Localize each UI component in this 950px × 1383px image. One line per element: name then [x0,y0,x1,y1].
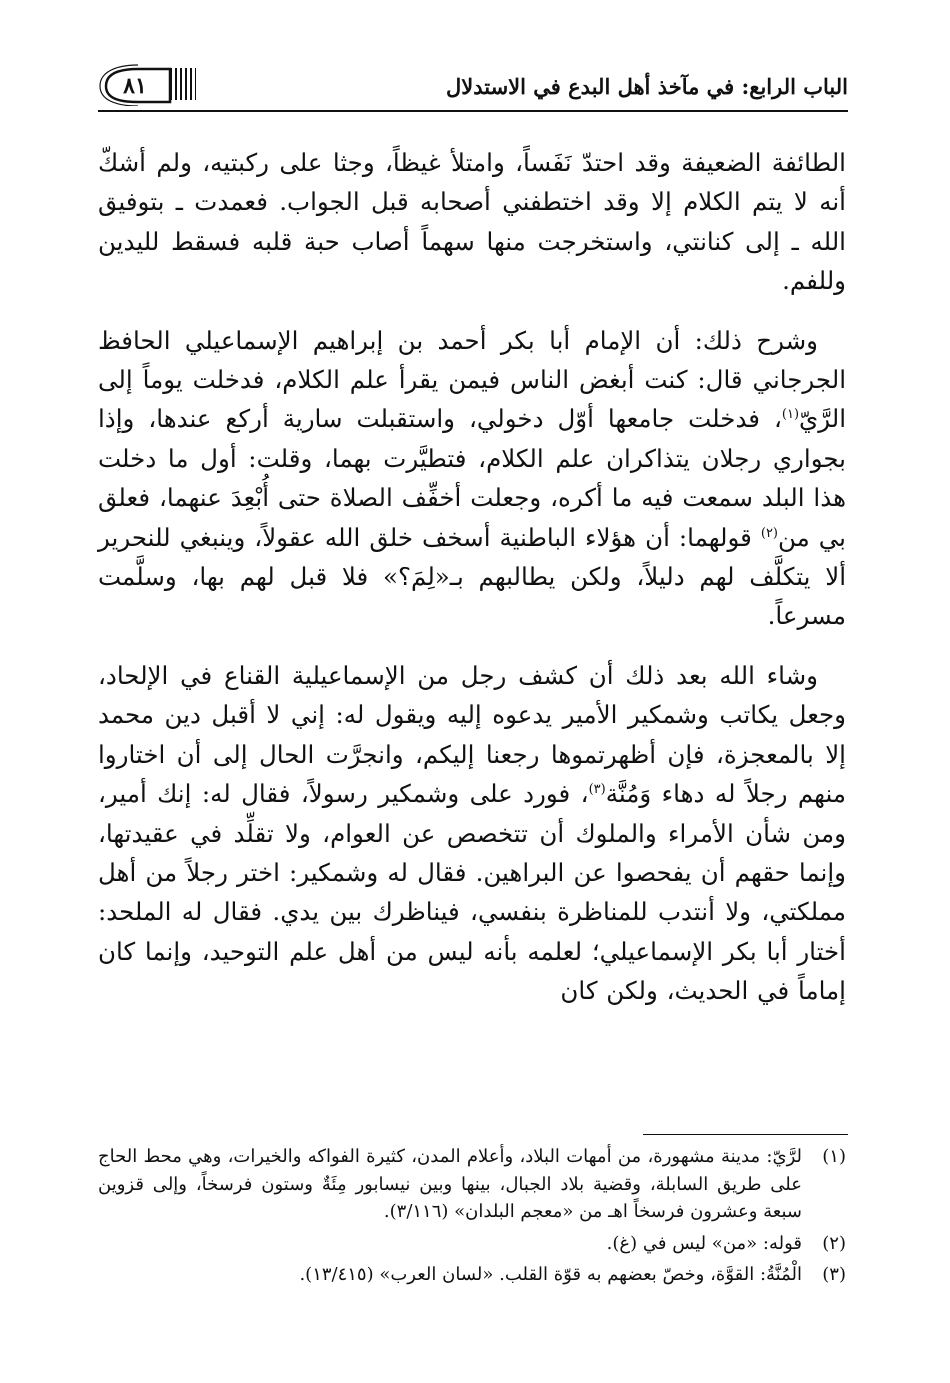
paragraph-2-part-3: قولهما: أن هؤلاء الباطنية أسخف خلق الله عقولاً، وينبغي للنحرير ألا يتكلَّف لهم دليلاً، ولكن يطالبهم بـ«لِمَ؟» فلا قبل لهم بها، وسلَّمت مسرعاً. [98,522,846,631]
footnote-text: قوله: «من» ليس في (غ). [606,1232,802,1254]
footnote-ref-3[interactable]: (٣) [588,781,606,797]
page-number: ٨١ [123,73,147,99]
footnote-1 [98,1143,846,1226]
footnote-ref-2[interactable]: (٢) [760,525,778,541]
chapter-title: الباب الرابع: في مآخذ أهل البدع في الاستدلال [445,74,848,99]
paragraph-3-part-1: وشاء الله بعد ذلك أن كشف رجل من الإسماعيلية القناع في الإلحاد، وجعل يكاتب وشمكير الأمير يدعوه إليه ويقول له: إني لا أقبل دين محمد إلا بالمعجزة، فإن أظهرتموها رجعنا إليكم، وانجرَّت الحال إلى أن اختاروا منهم رجلاً له دهاء وَمُنَّة [98,660,846,809]
footnote-text: لرَّيّ: مدينة مشهورة، من أمهات البلاد، وأعلام المدن، كثيرة الفواكه والخيرات، وهي محط الحاج على طريق السابلة، وقضية بلاد الجبال، بينها وبين نيسابور مِئَةٌ وستون فرسخاً، وإلى قزوين سبعة وعشرون فرسخاً اهـ من «معجم البلدان» (٣/١١٦). [98,1146,802,1222]
ornament-bars [170,68,196,100]
running-header [98,62,848,112]
paragraph-2-part-2: ، فدخلت جامعها أوّل دخولي، واستقبلت سارية أركع عندها، وإذا بجواري رجلان يتذاكران علم الكلام، فتطيَّرت بهما، وقلت: أول ما دخلت هذا البلد سمعت فيه ما أكره، وجعلت أخفِّف الصلاة حتى أُبْعِدَ عنهما، فعلق بي من [98,404,846,552]
footnote-separator [643,1134,848,1135]
footnotes [98,1143,846,1293]
paragraph-2-part-1: وشرح ذلك: أن الإمام أبا بكر أحمد بن إبراهيم الإسماعيلي الحافظ الجرجاني قال: كنت أبغض الناس فيمن يقرأ علم الكلام، فدخلت يوماً إلى الرَّيّ [98,325,846,434]
footnote-text: الْمُنَّةُ: القوَّة، وخصّ بعضهم به قوّة القلب. «لسان العرب» (١٣/٤١٥). [299,1264,802,1285]
paragraph-3-part-2: ، فورد على وشمكير رسولاً، فقال له: إنك أمير، ومن شأن الأمراء والملوك أن تتخصص عن العوام، ولا تقلِّد في عقيدتها، وإنما حقهم أن يفحصوا عن البراهين. فقال له وشمكير: اختر رجلاً من أهل مملكتي، ولا أنتدب للمناظرة بنفسي، فيناظرك بين يدي. فقال له الملحد: أختار أبا بكر الإسماعيلي؛ لعلمه بأنه ليس من أهل علم التوحيد، وإنما كان إماماً في الحديث، ولكن كان [98,779,846,1006]
footnote-ref-1[interactable]: (١) [781,407,800,423]
paragraph-3 [98,656,846,1011]
footnote-3 [98,1261,846,1289]
header-rule [98,110,848,112]
footnote-number: (٣) [822,1264,846,1285]
page-number-ornament [98,64,198,106]
footnote-2 [98,1230,846,1258]
paragraph-1: الطائفة الضعيفة وقد احتدّ نَفَساً، وامتلأ غيظاً، وجثا على ركبتيه، ولم أشكّ أنه لا يتم الكلام إلا وقد اختطفني أصحابه قبل الجواب. فعمدت ـ بتوفيق الله ـ إلى كنانتي، واستخرجت منها سهماً أصاب حبة قلبه فسقط لليدين وللفم. [98,148,846,296]
paragraph-2 [98,321,846,636]
footnote-number: (٢) [822,1232,846,1254]
main-text [98,143,846,1011]
footnote-number: (١) [822,1146,846,1167]
